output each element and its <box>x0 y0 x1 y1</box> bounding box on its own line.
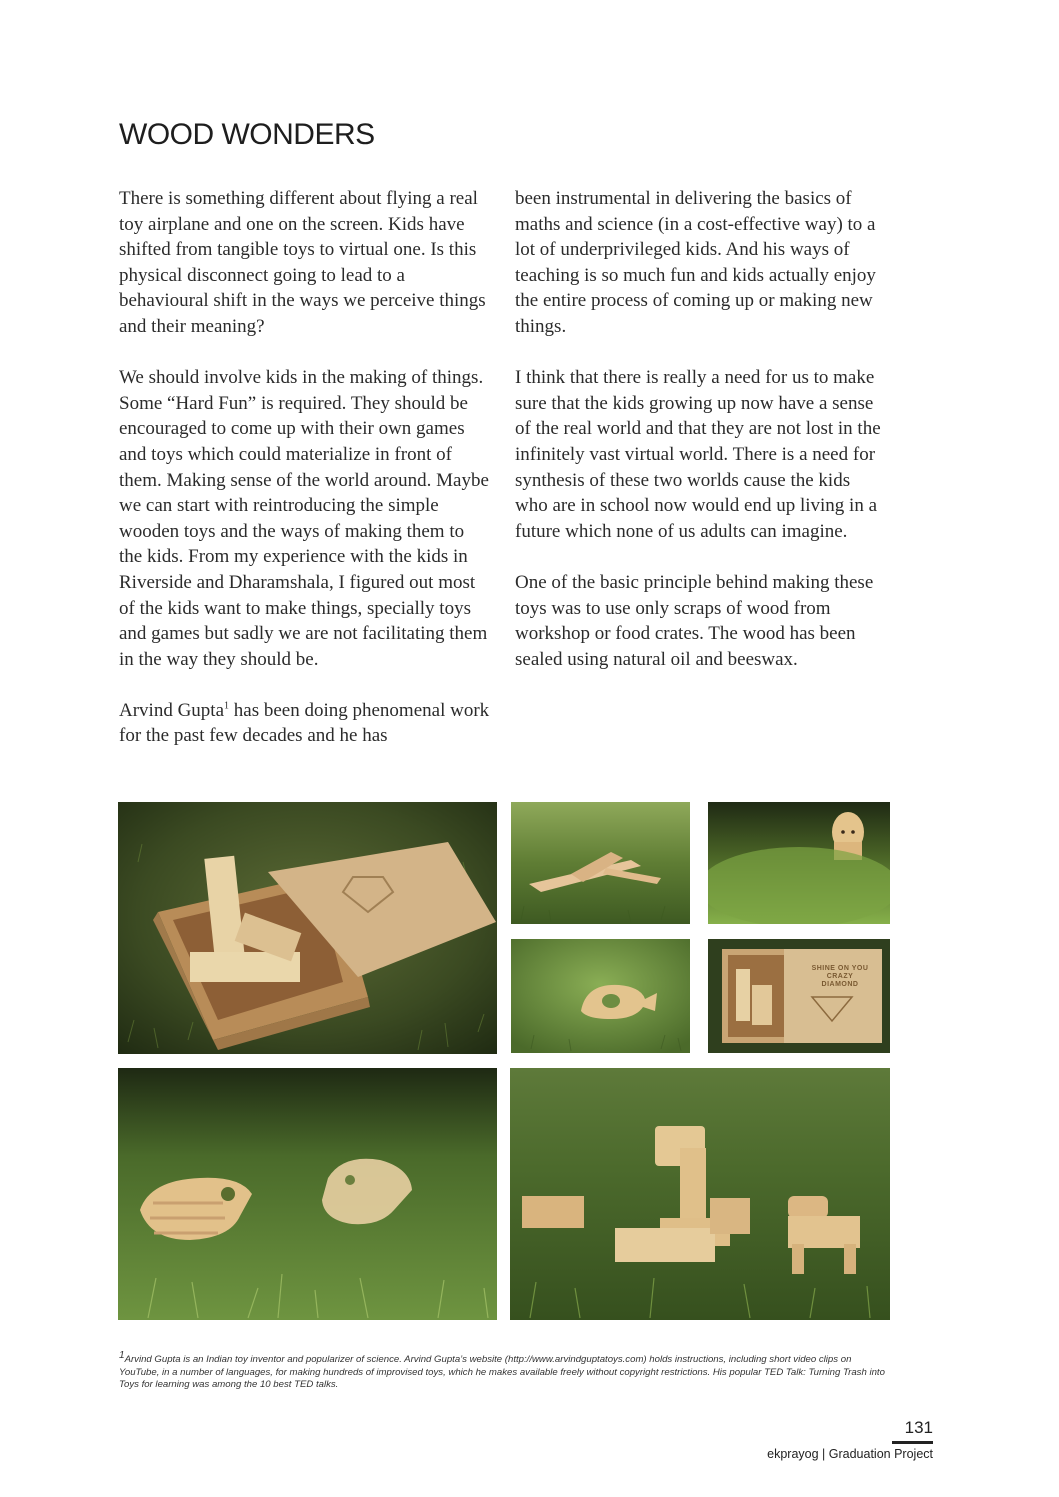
right-paragraph-2: I think that there is really a need for us to make sure that the kids growing up now have a sense of the real world and that they are not lost in the infinitely vast virtual world. There is a need for synthesis of these two worlds cause the kids who are in school now would end up living in a future which none of us adults can imagine. <box>515 367 881 542</box>
footnote-text: Arvind Gupta is an Indian toy inventor and popularizer of science. Arvind Gupta’s website (http://www.arvindguptatoys.com) holds instructions, including short video clips on YouTube, in a number of languages, for making hundreds of improvised toys, which he makes available freely without copyright restrictions. His popular TED Talk: Turning Trash into Toys for learning was among the 10 best TED talks. <box>119 1354 885 1390</box>
left-column <box>119 186 491 749</box>
page-number: 131 <box>904 1418 933 1437</box>
footnote-ref[interactable]: 1 <box>224 700 230 712</box>
left-paragraph-3-text: has been doing phenomenal work for the past few decades and he has <box>119 699 490 747</box>
photo-wooden-fish-toys <box>118 1068 497 1320</box>
right-paragraph-1: been instrumental in delivering the basics of maths and science (in a cost-effective way) to a lot of underprivileged kids. And his ways of teaching is so much fun and kids actually enjoy the entire process of coming up or making new things. <box>515 188 876 337</box>
footer-project-label: ekprayog | Graduation Project <box>767 1447 933 1461</box>
photo-wooden-whale <box>511 939 690 1053</box>
box-stamp-text: SHINE ON YOU CRAZY DIAMOND <box>811 965 869 988</box>
left-paragraph-2: We should involve kids in the making of things. Some “Hard Fun” is required. They should be encouraged to come up with their own games and toys which could materialize in front of them. Making sense of the world around. Maybe we can start with reintroducing the simple wooden toys and the ways of making them to the kids. From my experience with the kids in Riverside and Dharamshala, I figured out most of the kids want to make things, specially toys and games but sadly we are not facilitating them in the way they should be. <box>119 367 489 670</box>
page-title: WOOD WONDERS <box>119 118 375 151</box>
right-paragraph-3: One of the basic principle behind making these toys was to use only scraps of wood from workshop or food crates. The wood has been sealed using natural oil and beeswax. <box>515 571 874 670</box>
footnote-marker: 1 <box>119 1349 125 1361</box>
photo-box-lid <box>708 939 890 1053</box>
footnote <box>119 1349 889 1392</box>
photo-wooden-octopus <box>708 802 890 924</box>
right-column <box>515 186 887 672</box>
page-number-rule <box>892 1441 933 1444</box>
photo-wooden-animals <box>510 1068 890 1320</box>
left-paragraph-3 <box>119 698 491 749</box>
photo-wooden-box-with-toys <box>118 802 497 1054</box>
left-paragraph-1: There is something different about flying a real toy airplane and one on the screen. Kids have shifted from tangible toys to virtual one. Is this physical disconnect going to lead to a behavioural shift in the ways we perceive things and their meaning? <box>119 188 486 337</box>
photo-wooden-airplane <box>511 802 690 924</box>
arvind-gupta-name: Arvind Gupta <box>119 699 225 721</box>
